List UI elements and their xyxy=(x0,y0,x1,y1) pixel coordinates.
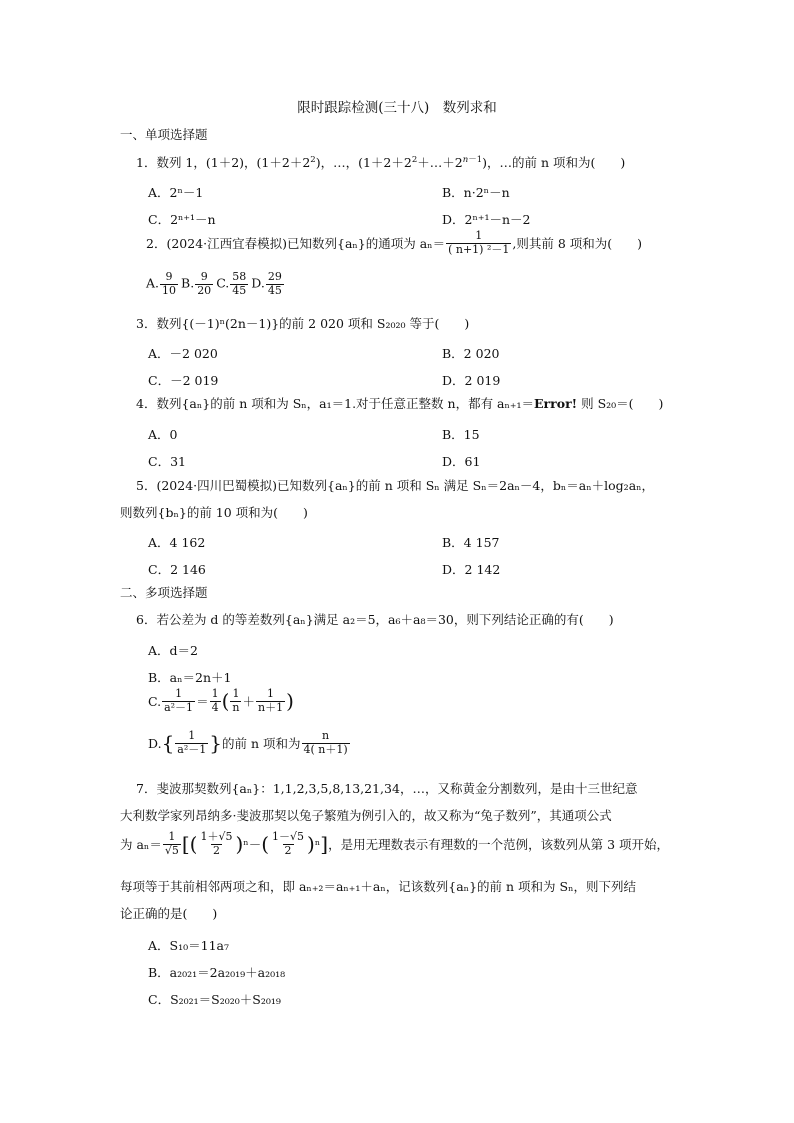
q6-c-t1-num: 1 xyxy=(232,687,240,700)
q2-options xyxy=(146,271,285,297)
q6-c-term1 xyxy=(230,688,241,714)
q7-formula-lparen2: ( xyxy=(261,832,270,857)
section-heading-multi: 二、多项选择题 xyxy=(120,585,208,600)
q1-option-d[interactable]: D．2ⁿ⁺¹－n－2 xyxy=(442,212,531,227)
question-7-line-1: 7．斐波那契数列{aₙ}：1,1,2,3,5,8,13,21,34，…，又称黄金分割数列，是由十三世纪意 xyxy=(136,781,638,796)
q6-c-lparen: ( xyxy=(221,689,230,714)
q6-c-t1-den: n xyxy=(232,700,240,714)
question-2-stem xyxy=(146,230,642,256)
q6-c-eq: ＝ xyxy=(196,694,209,710)
q2-stem-part-b: ,则其前 8 项和为( ) xyxy=(512,236,643,252)
q6-c-den: a²－1 xyxy=(164,700,194,714)
q6-c-t2-den: n＋1 xyxy=(258,700,284,714)
q2-option-b-num: 9 xyxy=(200,270,208,283)
q2-option-b[interactable] xyxy=(181,271,214,297)
q7-line-3-rest: ，是用无理数表示有理数的一个范例，该数列从第 3 项开始， xyxy=(328,837,669,853)
q1-stem-part-b: )，…，(1＋2＋2 xyxy=(315,155,412,171)
q2-option-d-num: 29 xyxy=(267,270,282,283)
question-1-stem xyxy=(136,156,625,170)
q4-option-a[interactable]: A．0 xyxy=(148,427,178,442)
q7-option-a[interactable]: A．S₁₀＝11a₇ xyxy=(148,938,229,953)
q1-option-b[interactable]: B．n·2ⁿ－n xyxy=(442,185,510,200)
q6-option-d[interactable] xyxy=(148,730,351,756)
q6-c-num: 1 xyxy=(175,687,183,700)
q6-d-result xyxy=(302,730,350,756)
q7-option-b[interactable]: B．a₂₀₂₁＝2a₂₀₁₉＋a₂₀₁₈ xyxy=(148,965,286,980)
q4-option-d[interactable]: D．61 xyxy=(442,454,481,469)
q3-option-d[interactable]: D．2 019 xyxy=(442,373,501,388)
q1-sup-2b: 2 xyxy=(411,155,418,165)
q2-option-c-den: 45 xyxy=(232,283,247,297)
q7-formula-coef xyxy=(163,831,181,857)
q7-formula-rparen1: ) xyxy=(235,832,244,857)
q6-option-c[interactable] xyxy=(148,688,294,714)
q1-stem-part-d: )，…的前 n 项和为( ) xyxy=(482,155,626,171)
q3-option-b[interactable]: B．2 020 xyxy=(442,346,500,361)
q1-stem-part-a: 1．数列 1，(1＋2)，(1＋2＋2 xyxy=(136,155,311,171)
q6-c-quarter-den: 4 xyxy=(211,700,219,714)
q6-d-label: D. xyxy=(148,735,162,751)
q7-formula-prefix: 为 aₙ＝ xyxy=(120,837,162,853)
q2-option-c-frac xyxy=(230,271,248,297)
question-7-formula-line xyxy=(120,831,669,857)
q2-option-c-num: 58 xyxy=(232,270,247,283)
q6-d-num: 1 xyxy=(188,729,196,742)
q2-stem-part-a: 2．(2024·江西宜春模拟)已知数列{aₙ}的通项为 aₙ＝ xyxy=(146,236,446,252)
page-title: 限时跟踪检测(三十八) 数列求和 xyxy=(297,100,497,116)
question-5-line-2: 则数列{bₙ}的前 10 项和为( ) xyxy=(120,505,308,520)
q7-formula-psi xyxy=(270,831,306,857)
q3-option-a[interactable]: A．－2 020 xyxy=(148,346,218,361)
q2-option-a-frac xyxy=(160,271,178,297)
q7-phi-den: 2 xyxy=(212,843,220,857)
q2-option-b-den: 20 xyxy=(197,283,212,297)
q6-d-frac xyxy=(175,730,208,756)
section-heading-single: 一、单项选择题 xyxy=(120,127,208,142)
question-6-stem: 6．若公差为 d 的等差数列{aₙ}满足 a₂＝5，a₆＋a₈＝30，则下列结论正确的有( ) xyxy=(136,612,614,627)
q7-formula-rbracket: ] xyxy=(320,832,329,857)
q2-option-a-den: 10 xyxy=(162,283,177,297)
q2-option-c-label: C. xyxy=(216,275,230,291)
q2-option-c[interactable] xyxy=(216,271,249,297)
q6-option-b[interactable]: B．aₙ＝2n＋1 xyxy=(148,670,232,685)
q2-option-d-label: D. xyxy=(251,275,265,291)
q7-formula-minus: ⁿ－ xyxy=(243,837,262,853)
q6-c-t2-num: 1 xyxy=(267,687,275,700)
q6-c-plus: ＋ xyxy=(242,694,255,710)
q5-option-c[interactable]: C．2 146 xyxy=(148,562,206,577)
q1-option-c[interactable]: C．2ⁿ⁺¹－n xyxy=(148,212,216,227)
q5-option-b[interactable]: B．4 157 xyxy=(442,535,500,550)
q1-stem-part-c: ＋…＋2 xyxy=(417,155,463,171)
q5-option-a[interactable]: A．4 162 xyxy=(148,535,206,550)
question-7-line-4: 每项等于其前相邻两项之和，即 aₙ₊₂＝aₙ₊₁＋aₙ，记该数列{aₙ}的前 n 项和为 Sₙ，则下列结 xyxy=(120,879,636,894)
q4-option-c[interactable]: C．31 xyxy=(148,454,186,469)
q4-error-text: Error! xyxy=(534,396,578,411)
q1-sup-2a: 2 xyxy=(310,155,316,165)
q6-c-label: C. xyxy=(148,693,162,709)
q5-option-d[interactable]: D．2 142 xyxy=(442,562,501,577)
q2-option-d-frac xyxy=(266,271,284,297)
q6-d-text: 的前 n 项和为 xyxy=(222,736,301,752)
q6-c-rparen: ) xyxy=(286,689,294,714)
q1-option-a[interactable]: A．2ⁿ－1 xyxy=(148,185,204,200)
q2-option-a-num: 9 xyxy=(165,270,173,283)
q2-option-d[interactable] xyxy=(251,271,285,297)
question-4-stem xyxy=(136,398,663,411)
q6-c-frac xyxy=(162,688,195,714)
q6-d-result-den: 4( n＋1) xyxy=(303,742,348,756)
q4-stem-part-b: 则 S₂₀＝( ) xyxy=(577,396,664,411)
q7-formula-lbracket: [( xyxy=(181,832,198,857)
q2-frac-num: 1 xyxy=(475,229,483,242)
q2-frac-den: ( n+1) ²－1 xyxy=(448,242,510,256)
question-5-line-1: 5．(2024·四川巴蜀模拟)已知数列{aₙ}的前 n 项和 Sₙ 满足 Sₙ＝2aₙ－4，bₙ＝aₙ＋log₂aₙ， xyxy=(136,478,655,493)
q7-formula-phi xyxy=(198,831,234,857)
q2-option-a[interactable] xyxy=(146,271,179,297)
q6-d-result-num: n xyxy=(322,729,330,742)
q6-d-lbrace: { xyxy=(161,731,175,756)
q7-option-c[interactable]: C．S₂₀₂₁＝S₂₀₂₀＋S₂₀₁₉ xyxy=(148,992,281,1007)
q7-phi-num: 1＋√5 xyxy=(200,830,233,843)
q7-coef-num: 1 xyxy=(168,830,176,843)
q3-option-c[interactable]: C．－2 019 xyxy=(148,373,219,388)
q2-option-d-den: 45 xyxy=(267,283,282,297)
q7-formula-rparen2: ) xyxy=(307,832,315,857)
q7-psi-num: 1－√5 xyxy=(272,830,305,843)
q4-stem-part-a: 4．数列{aₙ}的前 n 项和为 Sₙ，a₁＝1.对于任意正整数 n，都有 aₙ₊₁＝ xyxy=(136,396,535,411)
q6-d-den: a²－1 xyxy=(177,742,207,756)
q7-coef-den: √5 xyxy=(164,843,179,857)
question-7-line-2: 大利数学家列昂纳多·斐波那契以兔子繁殖为例引入的，故又称为“兔子数列”，其通项公式 xyxy=(120,808,612,823)
q2-option-b-frac xyxy=(195,271,213,297)
q7-psi-den: 2 xyxy=(284,843,292,857)
question-7-line-5: 论正确的是( ) xyxy=(120,906,218,921)
q2-option-b-label: B. xyxy=(181,275,195,291)
q1-sup-n1: n－1 xyxy=(462,155,483,165)
q6-d-rbrace: } xyxy=(209,731,222,756)
q6-c-quarter-num: 1 xyxy=(211,687,219,700)
q6-c-term2 xyxy=(256,688,285,714)
q7-formula-end: ⁿ xyxy=(314,836,321,852)
q6-option-a[interactable]: A．d＝2 xyxy=(148,643,198,658)
q2-option-a-label: A. xyxy=(146,275,160,291)
q2-general-term-fraction xyxy=(446,230,511,256)
question-3-stem: 3．数列{(－1)ⁿ(2n－1)}的前 2 020 项和 S₂₀₂₀ 等于( ) xyxy=(136,316,470,331)
q6-c-quarter xyxy=(210,688,221,714)
q4-option-b[interactable]: B．15 xyxy=(442,427,480,442)
